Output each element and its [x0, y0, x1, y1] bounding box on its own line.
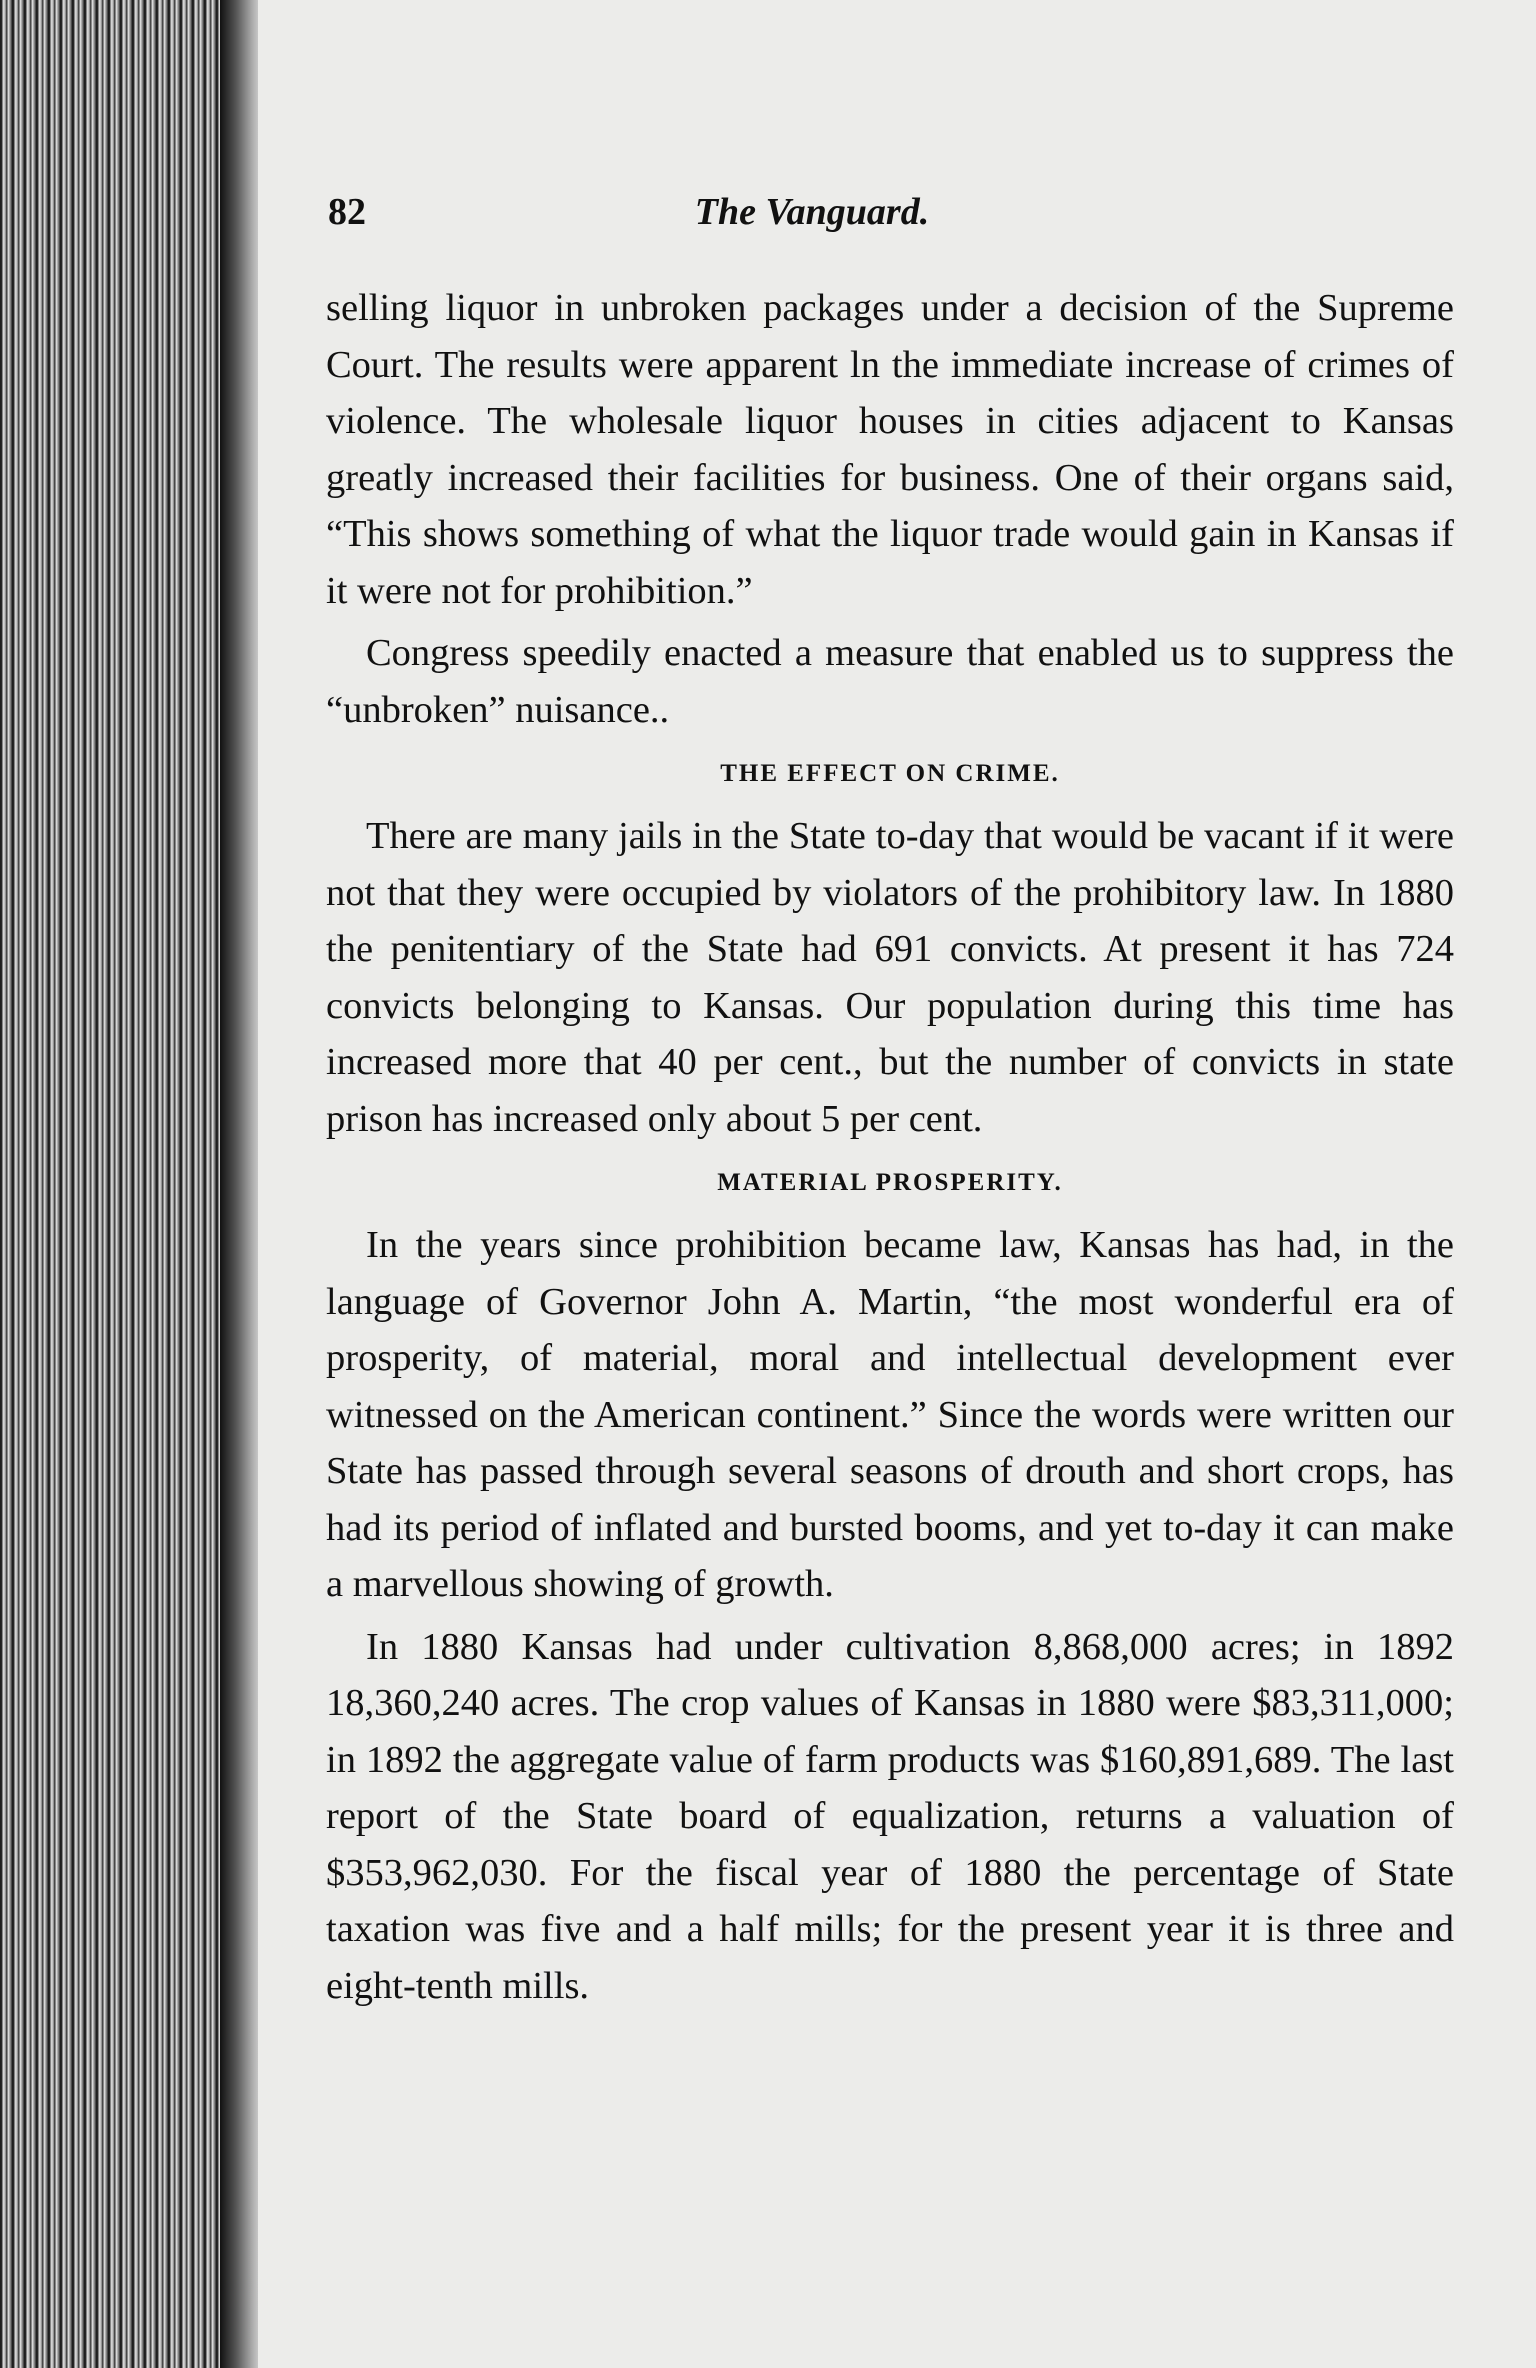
paragraph-congress: Congress speedily enacted a measure that enabled us to suppress the “unbroken” nuisance..: [326, 632, 1454, 731]
page-number: 82: [328, 191, 366, 233]
page-header: [328, 190, 1536, 250]
book-gutter: [220, 0, 260, 2368]
paragraph-statistics: In 1880 Kansas had under cultivation 8,868,000 acres; in 1892 18,360,240 acres. The crop values of Kansas in 1880 were $83,311,000; in 1892 the aggregate value of farm products was $160,891,689. The last report of the State board of equalization, returns a valuation of $353,962,030. For the fiscal year of 1880 the percentage of State taxation was five and a half mills; for the present year it is three and eight-tenth mills.: [326, 1625, 1454, 2007]
paragraph-liquor-packages: selling liquor in unbroken packages under a decision of the Supreme Court. The results were apparent ln the immediate increase of crimes of violence. The wholesale liquor houses in cities adjacent to Kansas greatly increased their facilities for business. One of their organs said, “This shows something of what the liquor trade would gain in Kansas if it were not for prohibition.”: [326, 287, 1454, 612]
book-page: [258, 0, 1536, 2368]
page-body: [326, 280, 1454, 2014]
heading-effect-on-crime: THE EFFECT ON CRIME.: [720, 760, 1060, 787]
heading-material-prosperity: MATERIAL PROSPERITY.: [717, 1169, 1063, 1196]
book-page-edges: [0, 0, 250, 2368]
running-title: The Vanguard.: [694, 191, 930, 233]
paragraph-jails: There are many jails in the State to-day that would be vacant if it were not that they were occupied by violators of the prohibitory law. In 1880 the penitentiary of the State had 691 convicts. At present it has 724 convicts belonging to Kansas. Our population during this time has increased more that 40 per cent., but the number of convicts in state prison has increased only about 5 per cent.: [326, 815, 1454, 1140]
paragraph-prosperity: In the years since prohibition became law, Kansas has had, in the language of Governor John A. Martin, “the most wonderful era of prosperity, of material, moral and intellectual development ever witnessed on the American continent.” Since the words were written our State has passed through several seasons of drouth and short crops, has had its period of inflated and bursted booms, and yet to-day it can make a marvellous showing of growth.: [326, 1224, 1454, 1605]
